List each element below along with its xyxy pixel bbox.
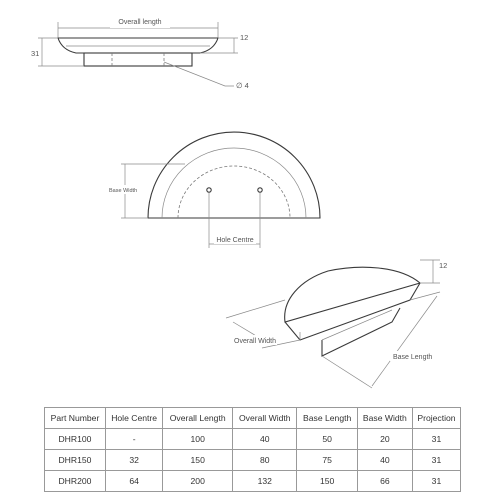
base-length-dim-line <box>372 296 437 386</box>
table-cell: 20 <box>357 429 412 450</box>
top-view-inner-curve <box>162 148 306 218</box>
table-cell: 150 <box>297 471 357 492</box>
header-base-length: Base Length <box>297 408 357 429</box>
table-cell: 200 <box>163 471 233 492</box>
isometric-view <box>226 260 447 388</box>
mount-hole-right <box>258 188 262 192</box>
overall-length-label: Overall length <box>118 19 162 26</box>
table-cell: DHR150 <box>45 450 106 471</box>
top-view-outline <box>148 132 320 218</box>
hole-diameter-label: ∅ 4 <box>236 81 249 90</box>
base-width-label: Base Width <box>109 188 138 194</box>
table-cell: DHR200 <box>45 471 106 492</box>
table-cell: 31 <box>412 429 460 450</box>
side-view <box>31 16 249 90</box>
table-cell: - <box>105 429 162 450</box>
table-row <box>45 429 461 450</box>
table-cell: 40 <box>233 429 297 450</box>
table-cell: 50 <box>297 429 357 450</box>
iso-depth-label: 12 <box>439 261 448 270</box>
iso-base <box>322 308 400 356</box>
header-base-width: Base Width <box>357 408 412 429</box>
table-cell: 31 <box>412 471 460 492</box>
table-cell: 80 <box>233 450 297 471</box>
depth-label: 12 <box>240 33 249 42</box>
base-length-label: Base Length <box>393 354 433 361</box>
header-overall-width: Overall Width <box>233 408 297 429</box>
header-hole-centre: Hole Centre <box>105 408 162 429</box>
iso-rim <box>285 283 420 340</box>
specification-table <box>44 407 461 492</box>
iso-top-surface <box>285 267 420 322</box>
table-cell: 64 <box>105 471 162 492</box>
header-overall-length: Overall Length <box>163 408 233 429</box>
side-view-base <box>84 53 192 66</box>
table-row <box>45 471 461 492</box>
table-cell: 32 <box>105 450 162 471</box>
table-cell: 75 <box>297 450 357 471</box>
top-view <box>108 132 320 248</box>
overall-width-ext-a <box>226 300 285 318</box>
header-projection: Projection <box>412 408 460 429</box>
table-cell: 31 <box>412 450 460 471</box>
table-row <box>45 450 461 471</box>
overall-width-label: Overall Width <box>234 338 277 345</box>
side-view-body <box>58 38 218 53</box>
table-cell: 40 <box>357 450 412 471</box>
base-length-ext-a <box>322 356 372 388</box>
base-outline-dashed <box>178 166 290 218</box>
mount-hole-left <box>207 188 211 192</box>
height-label: 31 <box>31 49 40 58</box>
table-cell: DHR100 <box>45 429 106 450</box>
table-cell: 150 <box>163 450 233 471</box>
table-cell: 66 <box>357 471 412 492</box>
table-cell: 132 <box>233 471 297 492</box>
table-header-row <box>45 408 461 429</box>
hole-centre-label: Hole Centre <box>216 237 254 244</box>
iso-base-edge <box>322 310 392 340</box>
table-cell: 100 <box>163 429 233 450</box>
header-part-number: Part Number <box>45 408 106 429</box>
